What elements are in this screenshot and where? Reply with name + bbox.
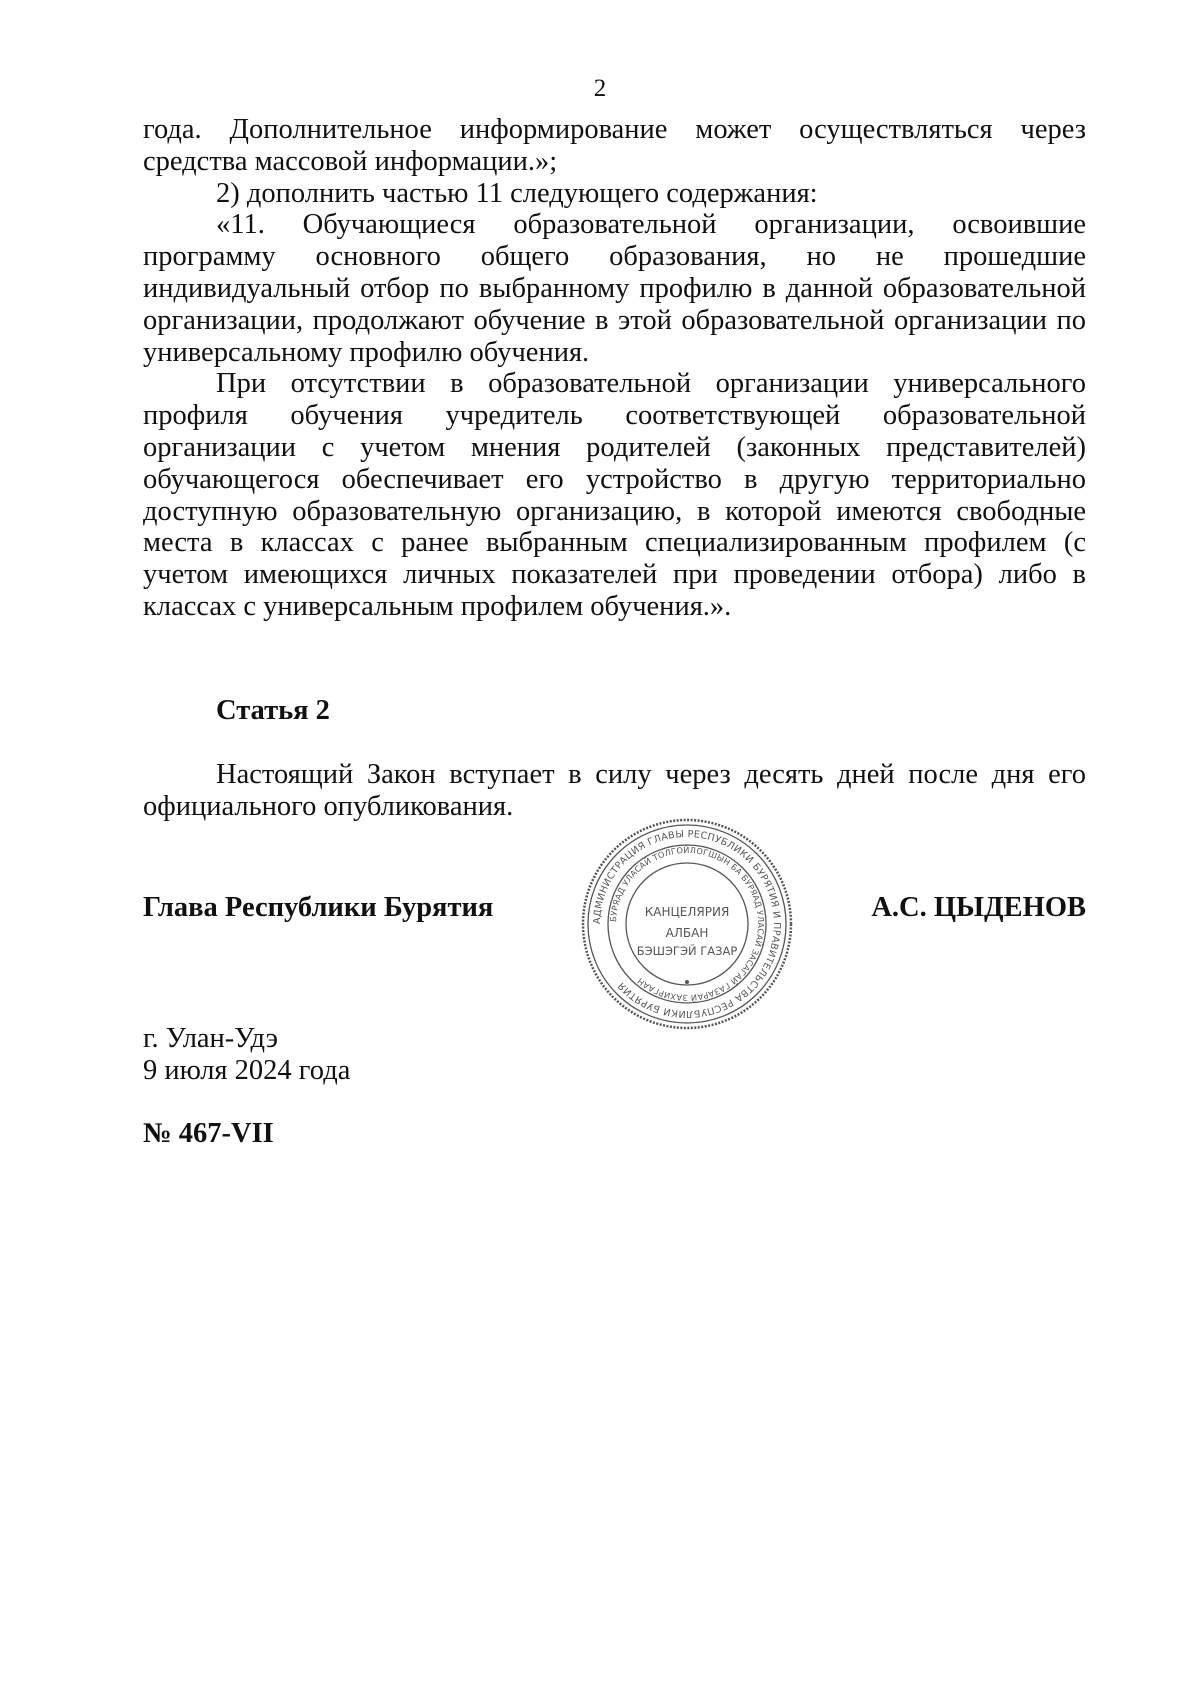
page-number: 2 bbox=[593, 75, 607, 102]
paragraph-universal-profile: При отсутствии в образовательной организации универсального профиля обучения учредитель соответствующей образовательной организации с учетом мнения родителей (законных представителей) обучающегося обеспечивает его устройство в другую территориально доступную образовательную организацию, в которой имеются свободные места в классах с ранее выбранным специализированным профилем (с учетом имеющихся личных показателей при проведении отбора) либо в классах с универсальным профилем обучения.». bbox=[143, 368, 1086, 622]
signer-title: Глава Республики Бурятия bbox=[143, 892, 494, 923]
seal-outer-text: АДМИНИСТРАЦИЯ ГЛАВЫ РЕСПУБЛИКИ БУРЯТИЯ И ПРАВИТЕЛЬСТВА РЕСПУБЛИКИ БУРЯТИЯ bbox=[591, 828, 783, 1020]
official-seal-stamp bbox=[580, 817, 794, 1031]
seal-center-line-2: АЛБАН bbox=[665, 926, 709, 940]
seal-dot bbox=[685, 980, 689, 984]
article-heading: Статья 2 bbox=[216, 695, 330, 726]
signer-name: А.С. ЦЫДЕНОВ bbox=[871, 892, 1086, 923]
document-number: № 467-VII bbox=[143, 1118, 274, 1149]
paragraph-item-2: 2) дополнить частью 11 следующего содержания: bbox=[216, 177, 818, 209]
seal-center-line-3: БЭШЭГЭЙ ГАЗАР bbox=[636, 944, 738, 958]
article-paragraph: Настоящий Закон вступает в силу через десять дней после дня его официального опубликования. bbox=[143, 759, 1086, 822]
place: г. Улан-Удэ bbox=[143, 1023, 278, 1054]
seal-inner-text: БУРЯАД УЛАСАЙ ТОЛГОЙЛОГШЫН БА БУРЯАД УЛАСАЙ ЗАСАГАЙ ГАЗАРАЙ ЗАХИРГААН bbox=[607, 844, 767, 1004]
place-and-date bbox=[143, 1023, 350, 1087]
date: 9 июля 2024 года bbox=[143, 1054, 351, 1086]
law-amendment-text bbox=[143, 114, 1086, 623]
article-body bbox=[143, 759, 1086, 823]
paragraph-continuation: года. Дополнительное информирование может осуществляться через средства массовой информации.»; bbox=[143, 114, 1086, 177]
paragraph-part-11: «11. Обучающиеся образовательной организации, освоившие программу основного общего образования, но не прошедшие индивидуальный отбор по выбранному профилю в данной образовательной организации, продолжают обучение в этой образовательной организации по универсальному профилю обучения. bbox=[143, 209, 1086, 368]
seal-center-line-1: КАНЦЕЛЯРИЯ bbox=[644, 905, 730, 919]
seal-inner-ring bbox=[626, 863, 748, 985]
